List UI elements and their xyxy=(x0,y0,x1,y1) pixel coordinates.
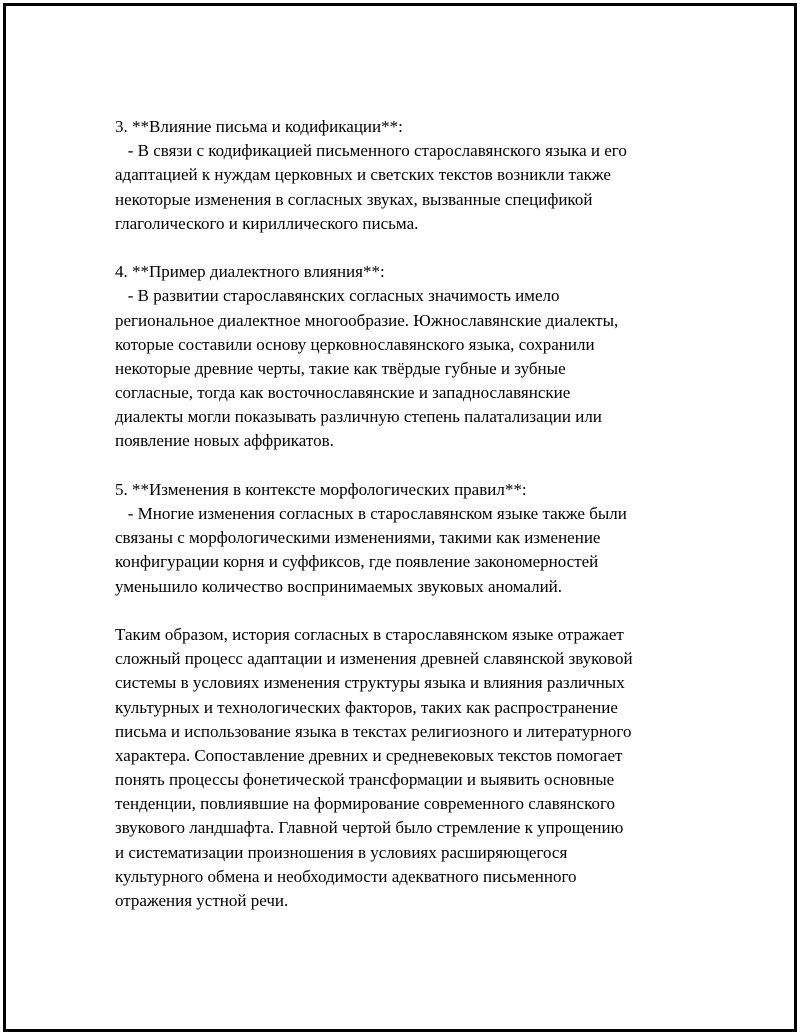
text-line: характера. Сопоставление древних и средневековых текстов помогает xyxy=(115,745,623,765)
text-line: конфигурации корня и суффиксов, где появление закономерностей xyxy=(115,552,599,572)
text-line: Таким образом, история согласных в старославянском языке отражает xyxy=(115,624,624,644)
text-line: которые составили основу церковнославянского языка, сохранили xyxy=(115,334,595,354)
text-line: глаголического и кириллического письма. xyxy=(115,213,419,233)
text-line: культурного обмена и необходимости адекватного письменного xyxy=(115,866,577,886)
text-line: письма и использование языка в текстах религиозного и литературного xyxy=(115,721,632,741)
paragraph-gap xyxy=(115,454,705,478)
text-line: - В развитии старославянских согласных значимость имело xyxy=(115,286,560,306)
text-line: диалекты могли показывать различную степень палатализации или xyxy=(115,407,602,427)
text-line: появление новых аффрикатов. xyxy=(115,431,334,451)
text-line: некоторые изменения в согласных звуках, вызванные спецификой xyxy=(115,189,593,209)
text-line: уменьшило количество воспринимаемых звуковых аномалий. xyxy=(115,576,563,596)
document-body xyxy=(115,115,705,913)
conclusion-paragraph xyxy=(115,623,705,913)
paragraph-gap xyxy=(115,599,705,623)
section-5 xyxy=(115,478,705,599)
text-line: и систематизации произношения в условиях расширяющегося xyxy=(115,842,568,862)
text-line: понять процессы фонетической трансформации и выявить основные xyxy=(115,770,615,790)
section-4 xyxy=(115,260,705,454)
text-line: региональное диалектное многообразие. Южнославянские диалекты, xyxy=(115,310,619,330)
section-heading: 3. **Влияние письма и кодификации**: xyxy=(115,117,403,136)
text-line: культурных и технологических факторов, таких как распространение xyxy=(115,697,618,717)
text-line: тенденции, повлиявшие на формирование современного славянского xyxy=(115,794,616,814)
section-heading: 5. **Изменения в контексте морфологических правил**: xyxy=(115,479,527,499)
text-line: адаптацией к нуждам церковных и светских текстов возникли также xyxy=(115,165,611,185)
section-3 xyxy=(115,115,705,236)
text-line: - Многие изменения согласных в старославянском языке также были xyxy=(115,504,627,523)
text-line: - В связи с кодификацией письменного старославянского языка и его xyxy=(115,141,627,161)
section-heading: 4. **Пример диалектного влияния**: xyxy=(115,262,385,282)
text-line: связаны с морфологическими изменениями, такими как изменение xyxy=(115,528,601,548)
text-line: некоторые древние черты, такие как твёрдые губные и зубные xyxy=(115,358,566,378)
text-line: системы в условиях изменения структуры языка и влияния различных xyxy=(115,673,625,693)
text-line: сложный процесс адаптации и изменения древней славянской звуковой xyxy=(115,649,633,669)
text-line: звукового ландшафта. Главной чертой было стремление к упрощению xyxy=(115,818,624,838)
text-line: отражения устной речи. xyxy=(115,891,289,910)
paragraph-gap xyxy=(115,236,705,260)
text-line: согласные, тогда как восточнославянские и западнославянские xyxy=(115,383,571,403)
